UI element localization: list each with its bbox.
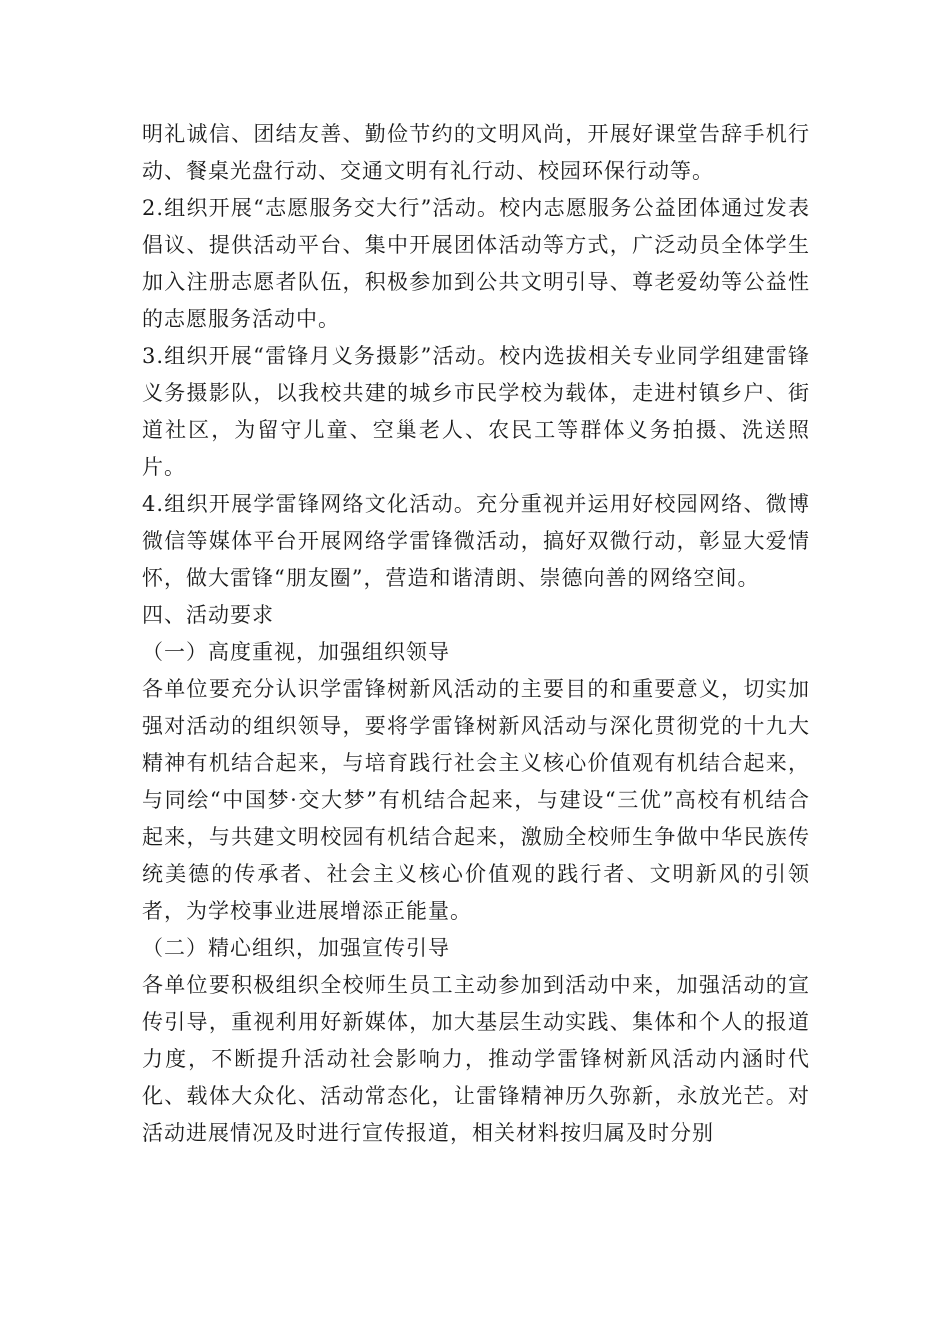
paragraph-publicity: 各单位要积极组织全校师生员工主动参加到活动中来，加强活动的宣传引导，重视利用好新媒体，加大基层生动实践、集体和个人的报道力度，不断提升活动社会影响力，推动学雷锋树新风活动内涵时代化、载体大众化、活动常态化，让雷锋精神历久弥新，永放光芒。对活动进展情况及时进行宣传报道，相关材料按归属及时分别 [142,973,810,1145]
paragraph-network-activity: 4.组织开展学雷锋网络文化活动。充分重视并运用好校园网络、微博微信等媒体平台开展网络学雷锋微活动，搞好双微行动，彰显大爱情怀，做大雷锋“朋友圈”，营造和谐清朗、崇德向善的网络空间。 [142,492,810,590]
paragraph-volunteer-activity: 2.组织开展“志愿服务交大行”活动。校内志愿服务公益团体通过发表倡议、提供活动平台、集中开展团体活动等方式，广泛动员全体学生加入注册志愿者队伍，积极参加到公共文明引导、尊老爱幼等公益性的志愿服务活动中。 [142,196,810,331]
paragraph-civility: 明礼诚信、团结友善、勤俭节约的文明风尚，开展好课堂告辞手机行动、餐桌光盘行动、交通文明有礼行动、校园环保行动等。 [142,122,810,183]
paragraph-leadership: 各单位要充分认识学雷锋树新风活动的主要目的和重要意义，切实加强对活动的组织领导，要将学雷锋树新风活动与深化贯彻党的十九大精神有机结合起来，与培育践行社会主义核心价值观有机结合起来，与同绘“中国梦·交大梦”有机结合起来，与建设“三优”高校有机结合起来，与共建文明校园有机结合起来，激励全校师生争做中华民族传统美德的传承者、社会主义核心价值观的践行者、文明新风的引领者，为学校事业进展增添正能量。 [142,677,810,923]
paragraph-photography-activity: 3.组织开展“雷锋月义务摄影”活动。校内选拔相关专业同学组建雷锋义务摄影队，以我校共建的城乡市民学校为载体，走进村镇乡户、街道社区，为留守儿童、空巢老人、农民工等群体义务拍摄、洗送照片。 [142,344,810,479]
section-heading-requirements: 四、活动要求 [142,603,274,627]
subheading-leadership: （一）高度重视，加强组织领导 [142,640,450,664]
document-body [142,116,810,1152]
subheading-publicity: （二）精心组织，加强宣传引导 [142,936,450,960]
